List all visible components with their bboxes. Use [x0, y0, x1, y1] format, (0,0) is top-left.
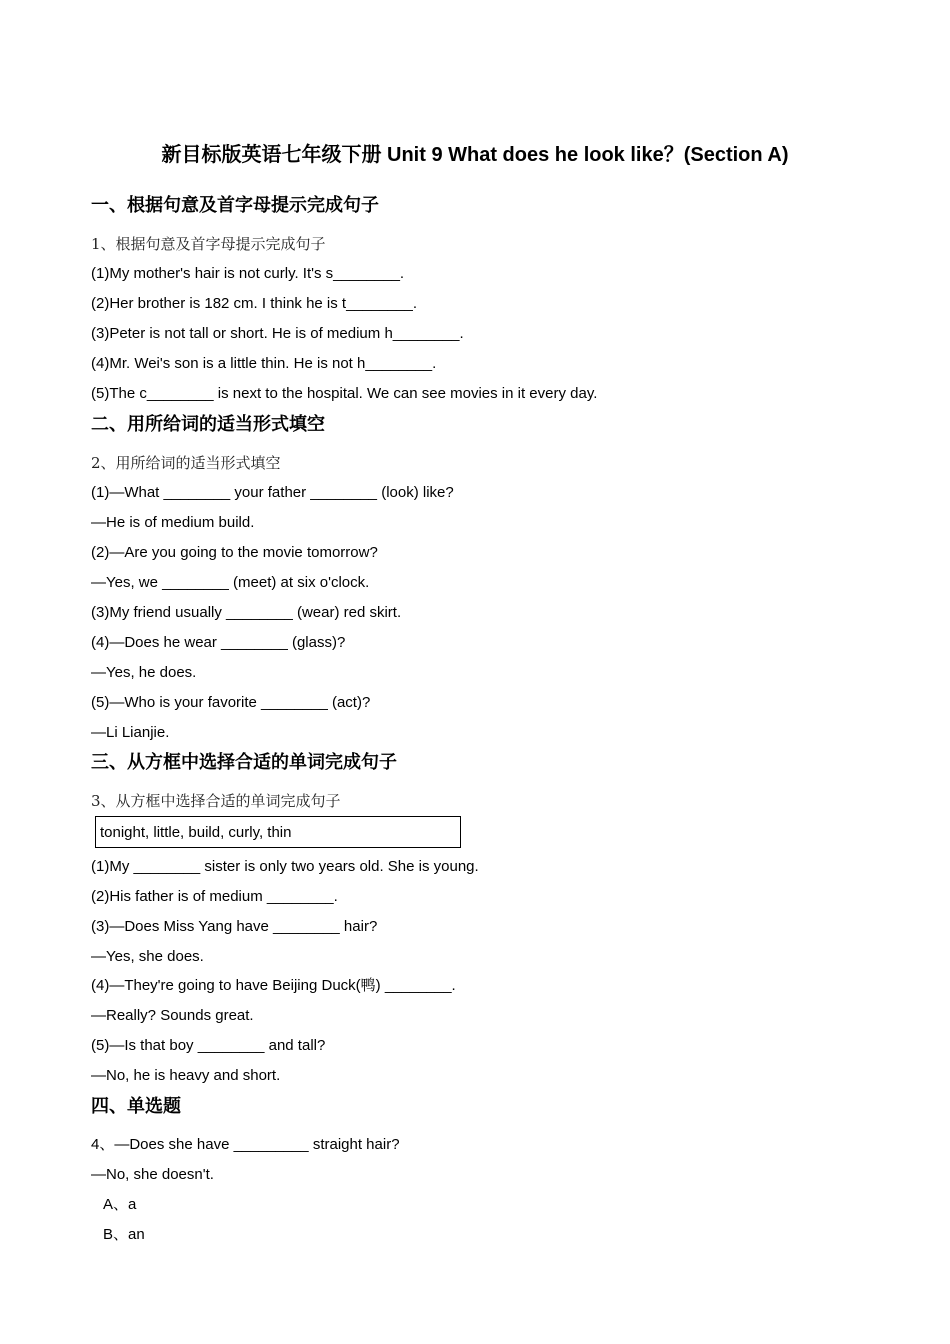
- section-heading-2: 二、用所给词的适当形式填空: [91, 414, 325, 434]
- question-line: —Li Lianjie.: [91, 724, 170, 741]
- section-heading-1: 一、根据句意及首字母提示完成句子: [91, 195, 379, 215]
- question-line: 4、—Does she have _________ straight hair?: [91, 1136, 400, 1153]
- document-title: 新目标版英语七年级下册 Unit 9 What does he look like？(Section A): [161, 144, 789, 166]
- answer-option-a: A、a: [103, 1196, 137, 1213]
- question-line: (5)—Is that boy ________ and tall?: [91, 1037, 326, 1054]
- question-line: (3)My friend usually ________ (wear) red skirt.: [91, 604, 402, 621]
- question-line: —He is of medium build.: [91, 514, 255, 531]
- question-line: —Yes, she does.: [91, 948, 204, 965]
- question-line: (2)Her brother is 182 cm. I think he is t________.: [91, 295, 418, 312]
- question-line: (2)His father is of medium ________.: [91, 888, 338, 905]
- question-line: —Yes, he does.: [91, 664, 197, 681]
- question-line: (2)—Are you going to the movie tomorrow?: [91, 544, 378, 561]
- section-heading-3: 三、从方框中选择合适的单词完成句子: [91, 752, 397, 772]
- question-line: (3)Peter is not tall or short. He is of medium h________.: [91, 325, 464, 342]
- question-line: (1)My ________ sister is only two years old. She is young.: [91, 858, 479, 875]
- question-line: —Really? Sounds great.: [91, 1007, 254, 1024]
- question-line: (4)Mr. Wei's son is a little thin. He is not h________.: [91, 355, 437, 372]
- question-line: (4)—Does he wear ________ (glass)?: [91, 634, 346, 651]
- word-bank-text: tonight, little, build, curly, thin: [100, 824, 292, 841]
- question-line: (5)The c________ is next to the hospital. We can see movies in it every day.: [91, 385, 598, 402]
- question-line: —No, she doesn't.: [91, 1166, 214, 1183]
- word-bank-box: [95, 816, 461, 848]
- question-line: (1)—What ________ your father ________ (look) like?: [91, 484, 454, 501]
- question-line: (5)—Who is your favorite ________ (act)?: [91, 694, 371, 711]
- section-heading-4: 四、单选题: [91, 1096, 181, 1116]
- question-line: (1)My mother's hair is not curly. It's s________.: [91, 265, 405, 282]
- question-intro-3: 3、从方框中选择合适的单词完成句子: [91, 792, 341, 810]
- question-intro-2: 2、用所给词的适当形式填空: [91, 454, 281, 472]
- question-line: (3)—Does Miss Yang have ________ hair?: [91, 918, 378, 935]
- question-line: —Yes, we ________ (meet) at six o'clock.: [91, 574, 370, 591]
- answer-option-b: B、an: [103, 1226, 145, 1243]
- question-intro-1: 1、根据句意及首字母提示完成句子: [91, 235, 326, 253]
- question-line: (4)—They're going to have Beijing Duck(鸭) ________.: [91, 977, 456, 994]
- question-line: —No, he is heavy and short.: [91, 1067, 281, 1084]
